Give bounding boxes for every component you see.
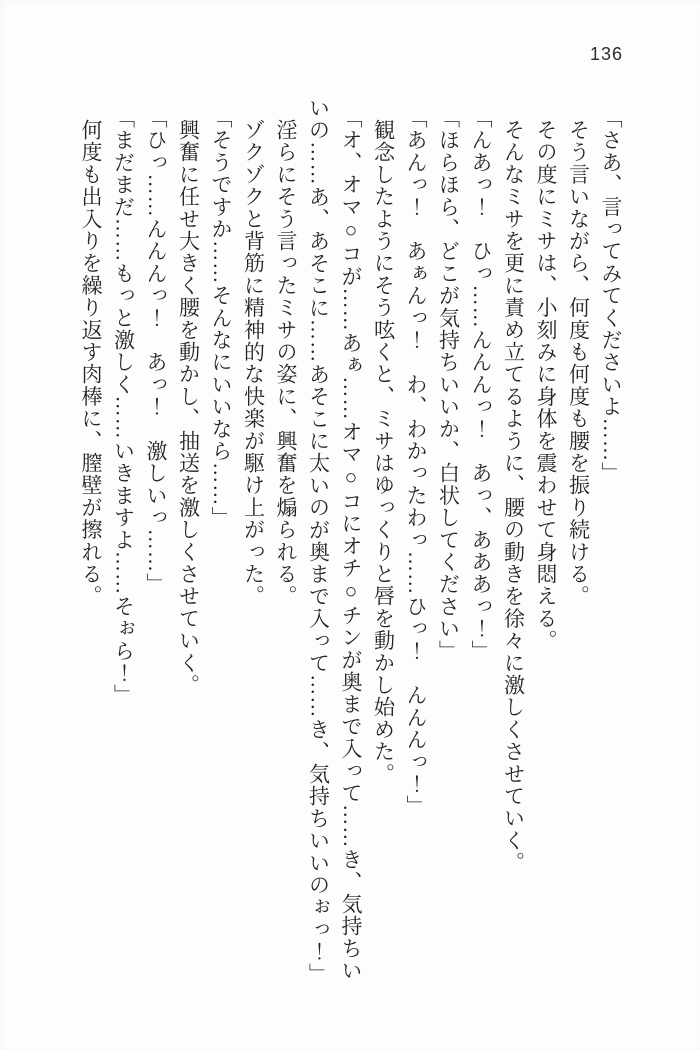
page-number: 136 [589, 44, 623, 64]
paragraph: 興奮に任せ大きく腰を動かし、抽送を激しくさせていく。 [176, 119, 201, 697]
paragraph: その度にミサは、小刻みに身体を震わせて身悶える。 [534, 119, 558, 652]
paragraph: 「さあ、言ってみてくださいよ……」 [599, 107, 623, 485]
paragraph: 「オ、オマ○コが……あぁ……オマ○コにオチ○チンが奥まで入って……き、気持ちいいの……あ、あそこに……あそこに太いのが奥まで入って……き、気持ちいいのぉっ！」 [306, 97, 363, 985]
paragraph: 「まだまだ……もっと激しく……いきますよ……そぉら！」 [111, 107, 136, 707]
paragraph: そんなミサを更に責め立てるように、腰の動きを徐々に激しくさせていく。 [501, 119, 526, 874]
paragraph: 「ほらほら、どこが気持ちいいか、白状してください」 [436, 107, 461, 662]
paragraph: 何度も出入りを繰り返す肉棒に、膣壁が擦れる。 [79, 119, 103, 608]
paragraph: 「ひっ……んんんっ！ あっ！ 激しいっ……」 [144, 107, 168, 596]
paragraph: ゾクゾクと背筋に精神的な快楽が駆け上がった。 [241, 119, 266, 608]
page-text-block [75, 97, 628, 1000]
paragraph: 観念したようにそう呟くと、ミサはゆっくりと唇を動かし始めた。 [371, 119, 396, 785]
paragraph: 淫らにそう言ったミサの姿に、興奮を煽られる。 [274, 119, 298, 608]
paragraph: 「そうですか……そんなにいいなら……」 [209, 107, 233, 529]
paragraph: 「んあっ！ ひっ……んんんっ！ あっ、あああっ！」 [469, 107, 493, 662]
paragraph: 「あんっ！ あぁんっ！ わ、わかったわっ……ひっ！ んんんっ！」 [404, 107, 428, 818]
paragraph: そう言いながら、何度も何度も腰を振り続ける。 [566, 119, 591, 608]
